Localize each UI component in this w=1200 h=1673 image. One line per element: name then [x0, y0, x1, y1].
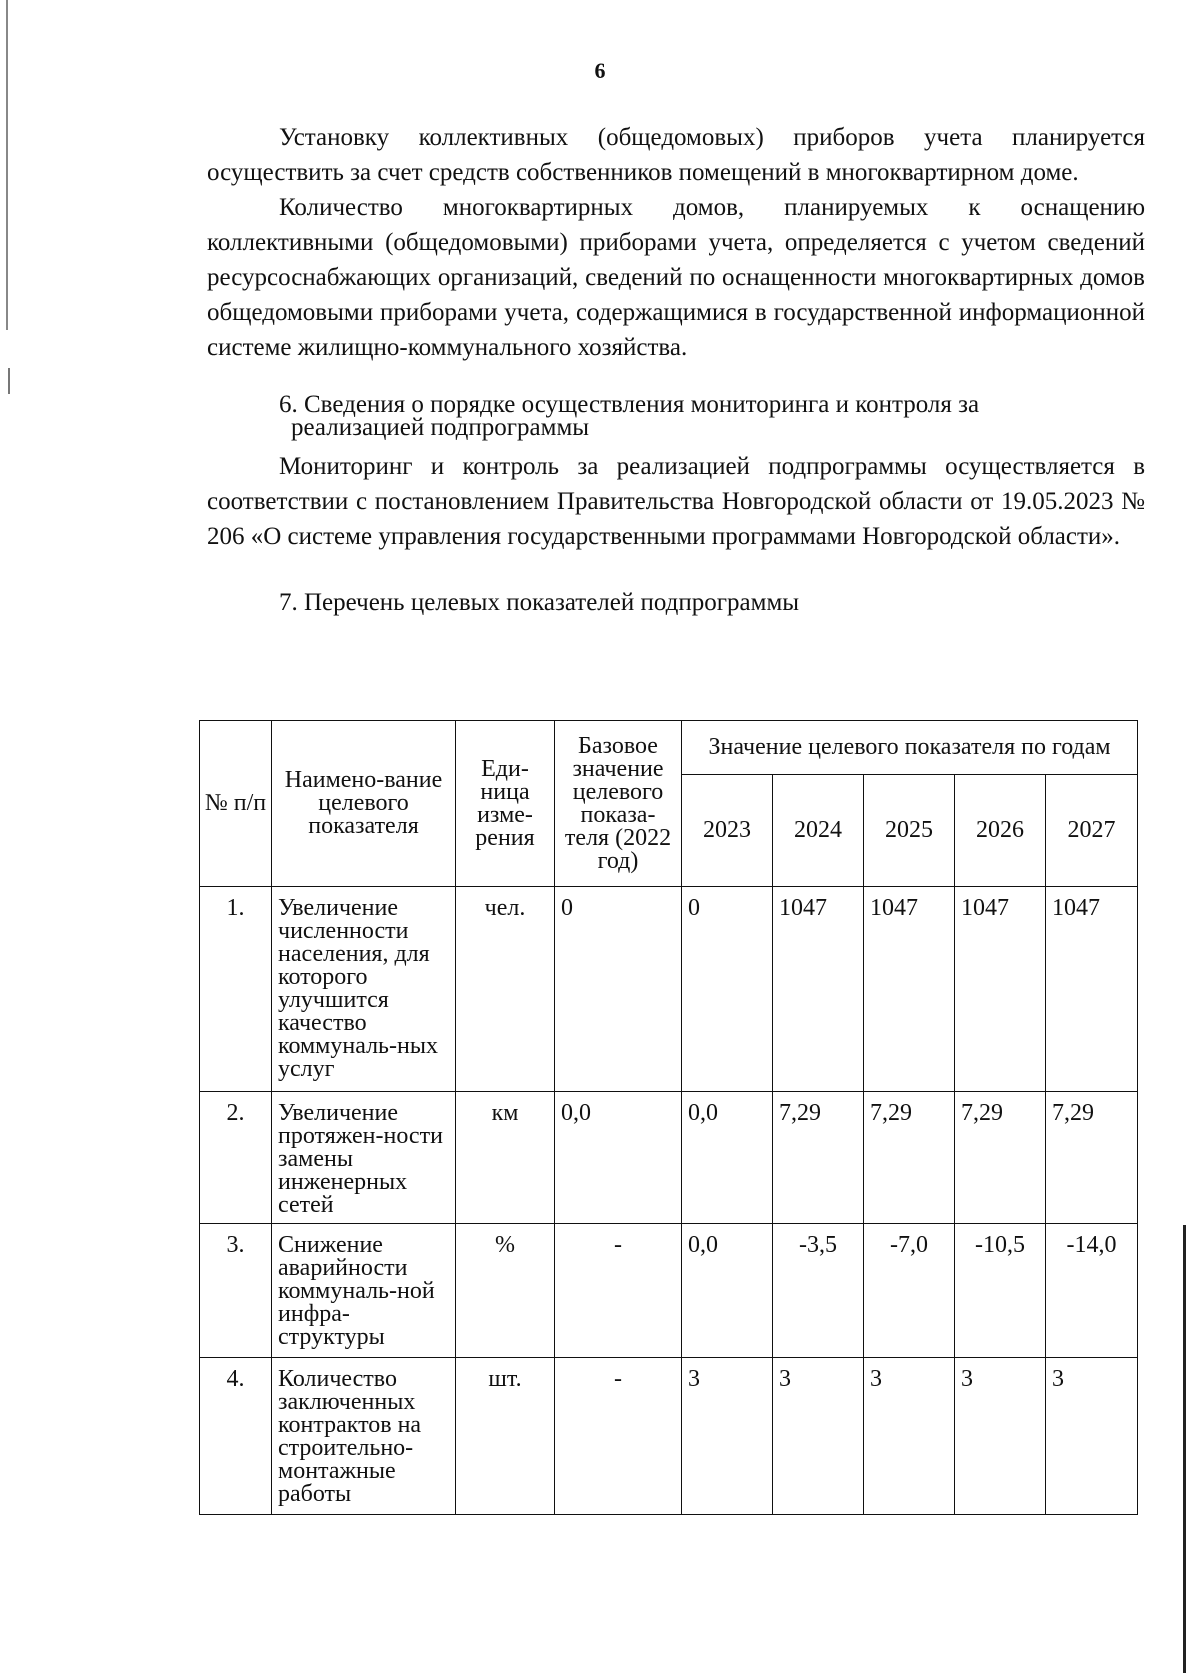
header-unit: Еди-ница изме-рения [456, 721, 555, 887]
header-year: 2027 [1046, 775, 1138, 887]
row-base: 0,0 [555, 1092, 682, 1224]
section-6-title-line2: реализацией подпрограммы [291, 414, 590, 441]
header-year: 2023 [682, 775, 773, 887]
table-row [200, 1358, 1138, 1515]
row-num: 1. [200, 887, 272, 1092]
row-unit: % [456, 1224, 555, 1358]
paragraph-buildings-count: Количество многоквартирных домов, планируемых к оснащению коллективными (общедомовыми) приборами учета, определяется с учетом сведений ресурсоснабжающих организаций, сведений по оснащенности многоквартирных домов общедомовыми приборами учета, содержащимися в государственной информационной системе жилищно-коммунального хозяйства. [207, 194, 1145, 361]
row-value-2025: 3 [864, 1358, 955, 1515]
table-row [200, 1224, 1138, 1358]
header-name: Наимено-вание целевого показателя [272, 721, 456, 887]
row-num: 4. [200, 1358, 272, 1515]
header-year: 2025 [864, 775, 955, 887]
row-unit: км [456, 1092, 555, 1224]
section-6-title [207, 393, 1145, 439]
row-value-2027: -14,0 [1046, 1224, 1138, 1358]
page-number: 6 [594, 58, 606, 83]
row-value-2023: 0,0 [682, 1092, 773, 1224]
row-name: Количество заключенных контрактов на строительно-монтажные работы [272, 1358, 456, 1515]
targets-table [199, 720, 1138, 1515]
row-base: - [555, 1358, 682, 1515]
row-base: 0 [555, 887, 682, 1092]
row-value-2024: 1047 [773, 887, 864, 1092]
row-name: Увеличение численности населения, для которого улучшится качество коммуналь-ных услуг [272, 887, 456, 1092]
row-name: Снижение аварийности коммуналь-ной инфра-структуры [272, 1224, 456, 1358]
row-value-2027: 7,29 [1046, 1092, 1138, 1224]
table-row [200, 1092, 1138, 1224]
row-value-2027: 3 [1046, 1358, 1138, 1515]
row-unit: шт. [456, 1358, 555, 1515]
row-value-2027: 1047 [1046, 887, 1138, 1092]
row-value-2023: 3 [682, 1358, 773, 1515]
row-num: 2. [200, 1092, 272, 1224]
header-num: № п/п [200, 721, 272, 887]
section-7-title: 7. Перечень целевых показателей подпрограммы [279, 589, 800, 616]
row-unit: чел. [456, 887, 555, 1092]
row-value-2023: 0,0 [682, 1224, 773, 1358]
row-value-2025: 7,29 [864, 1092, 955, 1224]
header-year: 2026 [955, 775, 1046, 887]
paragraph-meters-funding: Установку коллективных (общедомовых) приборов учета планируется осуществить за счет средств собственников помещений в многоквартирном доме. [207, 124, 1145, 186]
scan-edge-left [6, 0, 8, 330]
row-value-2025: -7,0 [864, 1224, 955, 1358]
row-value-2026: 3 [955, 1358, 1046, 1515]
section-6-title-line1: 6. Сведения о порядке осуществления мониторинга и контроля за [279, 391, 980, 418]
paragraph-monitoring: Мониторинг и контроль за реализацией подпрограммы осуществляется в соответствии с постановлением Правительства Новгородской области от 19.05.2023 № 206 «О системе управления государственными программами Новгородской области». [207, 453, 1145, 550]
row-value-2024: 7,29 [773, 1092, 864, 1224]
header-year: 2024 [773, 775, 864, 887]
row-value-2025: 1047 [864, 887, 955, 1092]
table-row [200, 887, 1138, 1092]
header-years-group: Значение целевого показателя по годам [682, 721, 1138, 775]
row-num: 3. [200, 1224, 272, 1358]
row-base: - [555, 1224, 682, 1358]
row-value-2026: 1047 [955, 887, 1046, 1092]
row-value-2024: -3,5 [773, 1224, 864, 1358]
row-name: Увеличение протяжен-ности замены инженерных сетей [272, 1092, 456, 1224]
scan-edge-left-mark [8, 368, 10, 394]
header-base: Базовое значение целевого показа-теля (2022 год) [555, 721, 682, 887]
row-value-2026: 7,29 [955, 1092, 1046, 1224]
row-value-2023: 0 [682, 887, 773, 1092]
row-value-2024: 3 [773, 1358, 864, 1515]
document-body [207, 120, 1145, 618]
row-value-2026: -10,5 [955, 1224, 1046, 1358]
scan-edge-right [1183, 1225, 1186, 1673]
